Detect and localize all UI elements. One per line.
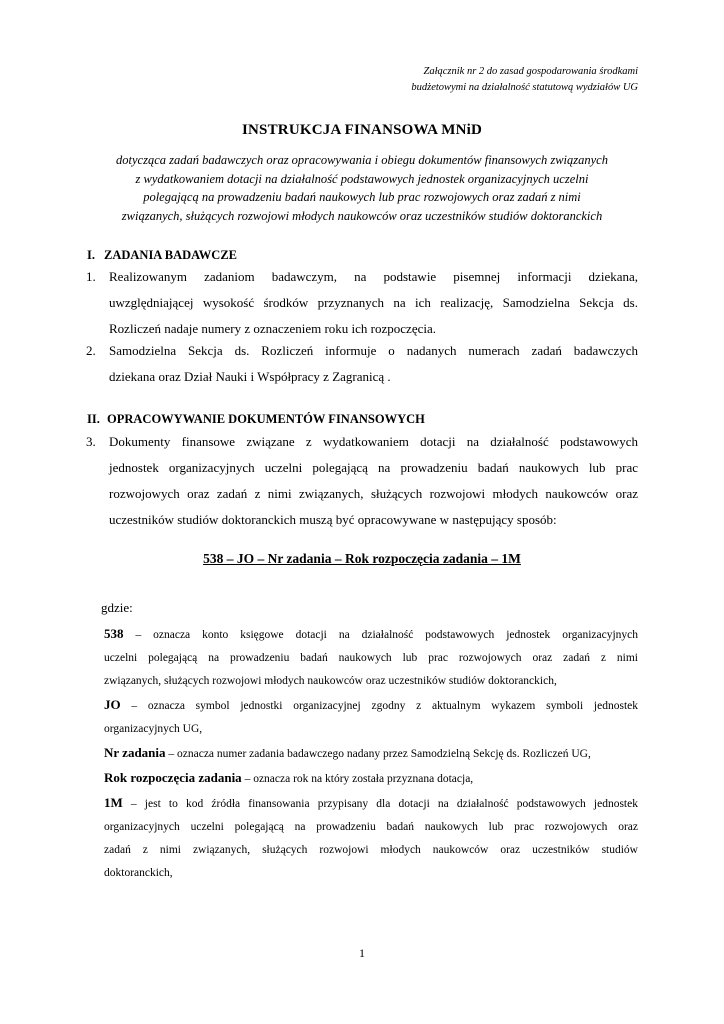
definition-text: – oznacza symbol jednostki organizacyjnej zgodny z aktualnym wykazem symboli jednostek [120,700,638,712]
definition-rok-rozpoczecia [104,766,638,791]
item-line: Realizowanym zadaniom badawczym, na podstawie pisemnej informacji dziekana, [109,269,638,284]
section-number: II. [87,412,100,426]
definition-term: JO [104,697,121,712]
page-number: 1 [359,946,365,960]
item-line: Samodzielna Sekcja ds. Rozliczeń informuje o nadanych numerach zadań badawczych [109,343,638,358]
definition-1m [104,791,638,816]
section-heading-1 [87,248,237,263]
definitions-list [104,622,638,885]
item-number: 2. [86,343,96,358]
definition-nr-zadania [104,741,638,766]
item-line: rozwojowych oraz zadań z nimi związanych, służących rozwojowi młodych naukowców oraz [109,486,638,501]
item-line: dziekana oraz Dział Nauki i Współpracy z Zagranicą . [109,369,391,384]
list-item-1 [86,264,638,342]
definition-line: uczelni polegającą na prowadzeniu badań naukowych lub prac rozwojowych oraz zadań z nimi [104,652,638,664]
definition-line: organizacyjnych UG, [104,723,203,735]
definition-line: organizacyjnych uczelni polegającą na prowadzeniu badań naukowych lub prac rozwojowych oraz [104,821,638,833]
item-number: 3. [86,434,96,449]
definition-text: – oznacza konto księgowe dotacji na działalność podstawowych jednostek organizacyjnych [123,629,638,641]
account-formula: 538 – JO – Nr zadania – Rok rozpoczęcia zadania – 1M [203,551,521,566]
definition-line: doktoranckich, [104,867,173,879]
section-heading-2 [87,412,425,427]
attachment-note [411,64,638,96]
definition-term: 538 [104,626,124,641]
definition-line: związanych, służących rozwojowi młodych naukowców oraz uczestników studiów doktoranckich, [104,675,557,687]
item-number: 1. [86,269,96,284]
item-line: Rozliczeń nadaje numery z oznaczeniem roku ich rozpoczęcia. [109,321,436,336]
section-title: OPRACOWYWANIE DOKUMENTÓW FINANSOWYCH [107,412,425,426]
subtitle-line: polegającą na prowadzeniu badań naukowych lub prac rozwojowych oraz zadań z nimi [143,190,581,204]
item-line: Dokumenty finansowe związane z wydatkowaniem dotacji na działalność podstawowych [109,434,638,449]
definition-term: Rok rozpoczęcia zadania [104,770,242,785]
section-number: I. [87,248,95,262]
list-item-2 [86,338,638,390]
definition-line: zadań z nimi związanych, służących rozwojowi młodych naukowców oraz uczestników studiów [104,844,638,856]
subtitle-line: dotycząca zadań badawczych oraz opracowywania i obiegu dokumentów finansowych związanych [116,153,608,167]
item-line: uczestników studiów doktoranckich muszą być opracowywane w następujący sposób: [109,512,557,527]
item-line: jednostek organizacyjnych uczelni polegającą na prowadzeniu badań naukowych lub prac [109,460,638,475]
definition-term: 1M [104,795,123,810]
item-line: uwzględniającej wysokość środków przyznanych na ich realizację, Samodzielna Sekcja ds. [109,295,638,310]
definition-text: – oznacza rok na który została przyznana dotacja, [241,773,474,785]
subtitle-line: związanych, służących rozwojowi młodych naukowców oraz uczestników studiów doktoranckich [121,208,603,223]
definition-538 [104,622,638,647]
definition-text: – oznacza numer zadania badawczego nadany przez Samodzielną Sekcję ds. Rozliczeń UG, [165,748,591,760]
section-title: ZADANIA BADAWCZE [104,248,238,262]
definition-term: Nr zadania [104,745,166,760]
list-item-3 [86,429,638,533]
document-title: INSTRUKCJA FINANSOWA MNiD [241,122,483,138]
where-label: gdzie: [101,600,133,615]
attachment-line: budżetowymi na działalność statutową wydziałów UG [411,82,638,93]
definition-text: – jest to kod źródła finansowania przypisany dla dotacji na działalność podstawowych jednostek [122,798,638,810]
definition-jo [104,693,638,718]
subtitle-line: z wydatkowaniem dotacji na działalność podstawowych jednostek organizacyjnych uczelni [135,171,589,186]
document-subtitle [80,151,644,225]
attachment-line: Załącznik nr 2 do zasad gospodarowania środkami [423,66,638,77]
